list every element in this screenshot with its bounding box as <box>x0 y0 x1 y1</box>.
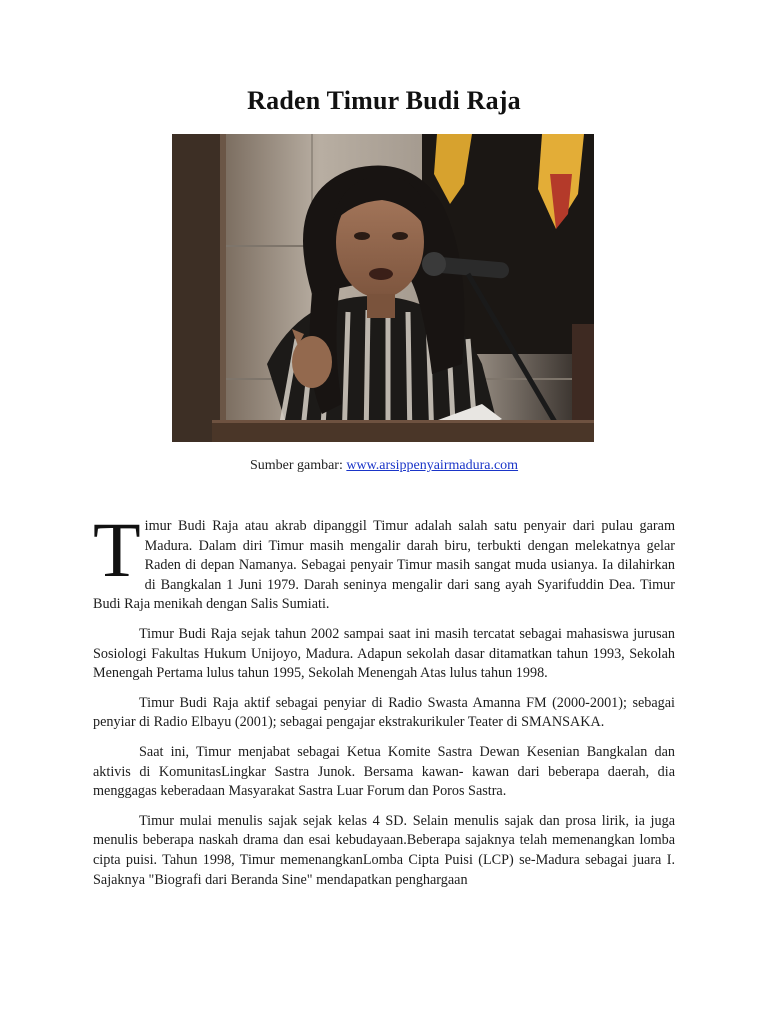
page-title: Raden Timur Budi Raja <box>247 86 521 115</box>
paragraph-1 <box>93 506 675 615</box>
image-caption <box>0 458 768 474</box>
portrait-illustration <box>172 134 594 442</box>
paragraph-3: Timur Budi Raja aktif sebagai penyiar di Radio Swasta Amanna FM (2000-2001); sebagai penyiar di Radio Elbayu (2001); sebagai pengajar ekstrakurikuler Teater di SMANSAKA. <box>93 694 675 731</box>
paragraph-2: Timur Budi Raja sejak tahun 2002 sampai saat ini masih tercatat sebagai mahasiswa jurusan Sosiologi Fakultas Hukum Unijoyo, Madura. Adapun sekolah dasar ditamatkan tahun 1993, Sekolah Menengah Pertama lulus tahun 1995, Sekolah Menengah Atas lulus tahun 1998. <box>93 625 675 682</box>
paragraph-1-text: imur Budi Raja atau akrab dipanggil Timur adalah salah satu penyair dari pulau garam Madura. Dalam diri Timur masih mengalir darah biru, terbukti dengan melekatnya gelar Raden di depan Namanya. Sebagai penyair Timur masih sangat muda usianya. Ia dilahirkan di Bangkalan 1 Juni 1979. Darah seninya mengalir dari sang ayah Syarifuddin Dea. Timur Budi Raja menikah dengan Salis Sumiati. <box>93 518 675 613</box>
drop-cap: T <box>93 506 141 593</box>
article-body <box>93 506 675 900</box>
caption-prefix: Sumber gambar: <box>249 458 347 473</box>
source-link[interactable]: www.arsippenyairmadura.com <box>346 458 519 473</box>
portrait-photo <box>172 134 594 442</box>
paragraph-5: Timur mulai menulis sajak sejak kelas 4 SD. Selain menulis sajak dan prosa lirik, ia juga menulis beberapa naskah drama dan esai kebudayaan.Beberapa sajaknya telah memenangkan lomba cipta puisi. Tahun 1998, Timur memenangkanLomba Cipta Puisi (LCP) se-Madura sebagai juara I. Sajaknya "Biografi dari Beranda Sine" mendapatkan penghargaan <box>93 812 675 888</box>
paragraph-4: Saat ini, Timur menjabat sebagai Ketua Komite Sastra Dewan Kesenian Bangkalan dan aktivis di KomunitasLingkar Sastra Junok. Bersama kawan- kawan dari beberapa daerah, dia menggagas keberadaan Masyarakat Sastra Luar Forum dan Poros Sastra. <box>93 743 675 800</box>
